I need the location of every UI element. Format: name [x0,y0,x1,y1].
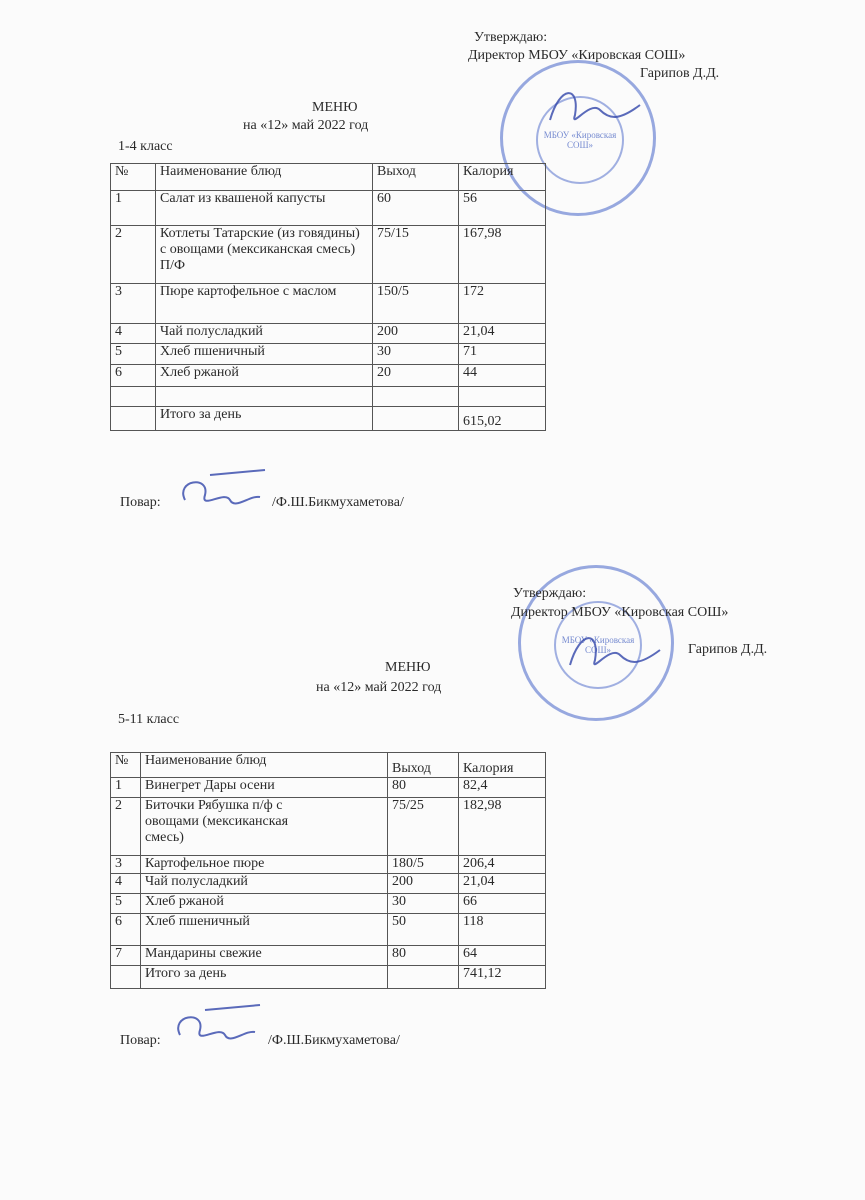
header-no: № [111,164,156,191]
cell-yield [373,407,459,431]
cell-no [111,966,141,989]
cell-calories: 71 [459,344,546,365]
cell-no: 2 [111,226,156,284]
cell-dish: Чай полусладкий [141,874,388,894]
table-row [111,856,546,874]
table-row [111,798,546,856]
menu-table-2 [110,752,546,989]
header-dish: Наименование блюд [141,753,388,778]
cell-yield: 60 [373,191,459,226]
cell-yield: 75/15 [373,226,459,284]
approval-director: Директор МБОУ «Кировская СОШ» [468,48,686,63]
table-row [111,778,546,798]
cell-yield: 180/5 [388,856,459,874]
stamp-text: МБОУ «Кировская СОШ» [536,96,624,184]
approval-label: Утверждаю: [474,30,548,45]
approval-name: Гарипов Д.Д. [688,642,768,657]
director-signature [560,625,670,685]
header-yield: Выход [373,164,459,191]
table-row [111,191,546,226]
cell-dish: Хлеб пшеничный [156,344,373,365]
cell-no: 6 [111,914,141,946]
menu-date: на «12» май 2022 год [316,680,442,695]
menu-title: МЕНЮ [312,100,358,115]
approval-name: Гарипов Д.Д. [640,66,720,81]
cell-yield: 75/25 [388,798,459,856]
cook-signature [170,465,270,525]
table-row [111,894,546,914]
cell-no [111,387,156,407]
total-value: 615,02 [459,407,546,431]
cell-calories: 56 [459,191,546,226]
cell-calories: 44 [459,365,546,387]
director-signature [540,80,650,140]
cell-no: 4 [111,324,156,344]
table-row [111,324,546,344]
cook-name: /Ф.Ш.Бикмухаметова/ [268,1033,400,1048]
header-no: № [111,753,141,778]
cell-no: 2 [111,798,141,856]
cell-calories [459,387,546,407]
cell-dish: Хлеб пшеничный [141,914,388,946]
cell-calories: 118 [459,914,546,946]
cell-no: 3 [111,856,141,874]
cell-dish: Мандарины свежие [141,946,388,966]
approval-director: Директор МБОУ «Кировская СОШ» [511,605,729,620]
class-label: 5-11 класс [118,712,180,727]
cell-yield: 200 [388,874,459,894]
cell-calories: 21,04 [459,874,546,894]
cell-no: 1 [111,191,156,226]
class-label: 1-4 класс [118,139,173,154]
cell-no [111,407,156,431]
total-label: Итого за день [141,966,388,989]
cell-no: 5 [111,894,141,914]
cell-no: 3 [111,284,156,324]
cell-calories: 21,04 [459,324,546,344]
cell-calories: 167,98 [459,226,546,284]
stamp-text: МБОУ «Кировская СОШ» [554,601,642,689]
table-total-row [111,407,546,431]
table-row [111,365,546,387]
cell-yield: 20 [373,365,459,387]
menu-date: на «12» май 2022 год [243,118,369,133]
header-calories: Калория [459,753,546,778]
table-header [111,753,546,778]
approval-label: Утверждаю: [513,586,587,601]
cell-dish: Котлеты Татарские (из говядины) с овощами (мексиканская смесь) П/Ф [156,226,373,284]
table-row [111,946,546,966]
cell-dish: Биточки Рябушка п/ф с овощами (мексиканская смесь) [141,798,388,856]
total-value: 741,12 [459,966,546,989]
cell-calories: 206,4 [459,856,546,874]
table-row [111,874,546,894]
header-calories: Калория [459,164,546,191]
cell-yield: 30 [388,894,459,914]
cell-dish: Чай полусладкий [156,324,373,344]
cook-signature [165,1000,265,1060]
menu-table-1 [110,163,546,431]
table-row [111,344,546,365]
cell-dish: Хлеб ржаной [156,365,373,387]
cell-dish [156,387,373,407]
cell-calories: 64 [459,946,546,966]
table-row [111,914,546,946]
table-total-row [111,966,546,989]
cell-calories: 182,98 [459,798,546,856]
table-row [111,226,546,284]
cell-calories: 172 [459,284,546,324]
cell-no: 4 [111,874,141,894]
cell-yield: 80 [388,778,459,798]
table-header [111,164,546,191]
table-row [111,284,546,324]
cell-no: 6 [111,365,156,387]
total-label: Итого за день [156,407,373,431]
cell-dish: Пюре картофельное с маслом [156,284,373,324]
cell-dish: Салат из квашеной капусты [156,191,373,226]
cell-yield: 200 [373,324,459,344]
cell-yield: 50 [388,914,459,946]
cell-no: 1 [111,778,141,798]
cell-yield [373,387,459,407]
cook-label: Повар: [120,495,161,510]
cell-no: 5 [111,344,156,365]
cook-name: /Ф.Ш.Бикмухаметова/ [272,495,404,510]
cell-yield: 150/5 [373,284,459,324]
header-yield: Выход [388,753,459,778]
cell-dish: Винегрет Дары осени [141,778,388,798]
cook-label: Повар: [120,1033,161,1048]
cell-no: 7 [111,946,141,966]
cell-calories: 82,4 [459,778,546,798]
cell-yield: 80 [388,946,459,966]
cell-dish: Хлеб ржаной [141,894,388,914]
cell-yield [388,966,459,989]
table-row-empty [111,387,546,407]
header-dish: Наименование блюд [156,164,373,191]
cell-yield: 30 [373,344,459,365]
cell-calories: 66 [459,894,546,914]
menu-title: МЕНЮ [385,660,431,675]
cell-dish: Картофельное пюре [141,856,388,874]
